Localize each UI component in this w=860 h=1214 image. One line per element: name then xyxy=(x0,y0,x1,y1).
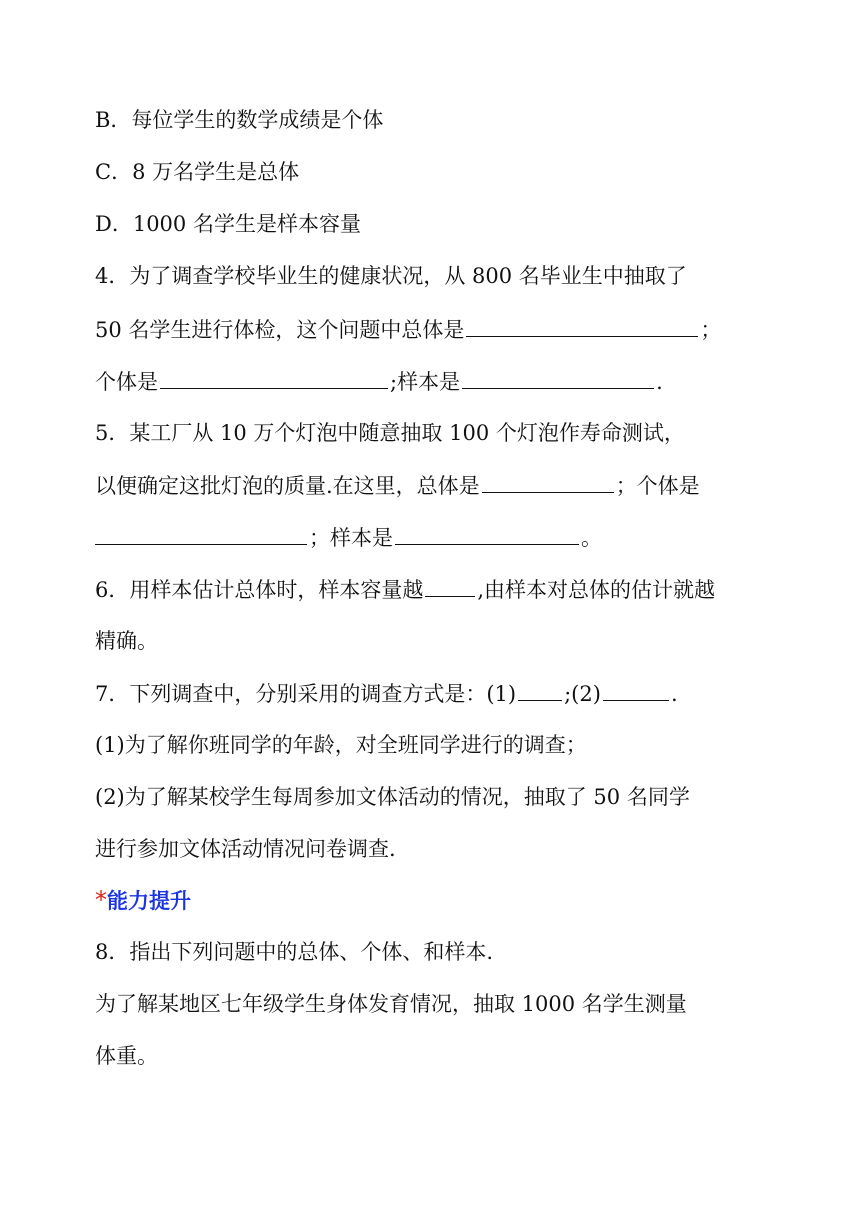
question-5-text-2: 以便确定这批灯泡的质量.在这里，总体是 xyxy=(95,474,480,498)
punctuation: ； xyxy=(700,318,722,342)
answer-blank-population[interactable] xyxy=(482,470,614,493)
question-8-text-2: 为了解某地区七年级学生身体发育情况，抽取 1000 名学生测量 xyxy=(95,992,687,1016)
option-d xyxy=(95,209,361,239)
question-6-text: 6．用样本估计总体时，样本容量越 xyxy=(95,578,424,602)
question-7-text: 7．下列调查中，分别采用的调查方式是：(1) xyxy=(95,682,517,706)
question-6-line-2 xyxy=(95,626,158,656)
question-7-item-2-text-2: 进行参加文体活动情况问卷调查. xyxy=(95,837,396,861)
option-d-text: D．1000 名学生是样本容量 xyxy=(95,212,361,236)
question-7-item-2-cont xyxy=(95,834,396,864)
option-c-text: C．8 万名学生是总体 xyxy=(95,160,300,184)
question-7-item-1 xyxy=(95,730,587,760)
question-7-line-1 xyxy=(95,678,678,709)
question-5-text-3: ；个体是 xyxy=(615,474,700,498)
option-b xyxy=(95,105,383,135)
answer-blank-population[interactable] xyxy=(466,314,698,337)
star-icon: * xyxy=(95,886,107,914)
answer-blank-2[interactable] xyxy=(603,678,669,701)
question-6-line-1 xyxy=(95,574,715,605)
question-5-text-4: ；样本是 xyxy=(309,526,393,550)
answer-blank-individual[interactable] xyxy=(95,522,307,545)
question-7-text-2: ;(2) xyxy=(564,682,601,706)
question-4-text-2: 50 名学生进行体检，这个问题中总体是 xyxy=(95,318,465,342)
section-heading xyxy=(95,885,191,916)
answer-blank-sample[interactable] xyxy=(462,366,654,389)
question-5-line-1 xyxy=(95,418,685,448)
question-5-text: 5．某工厂从 10 万个灯泡中随意抽取 100 个灯泡作寿命测试， xyxy=(95,421,685,445)
question-8-line-2 xyxy=(95,989,687,1019)
option-b-text: B．每位学生的数学成绩是个体 xyxy=(95,108,384,132)
question-4-line-2 xyxy=(95,314,721,345)
question-4-line-1 xyxy=(95,261,687,291)
question-6-text-2: ,由样本对总体的估计就越 xyxy=(477,578,716,602)
question-4-text-3: 个体是 xyxy=(95,370,158,394)
question-6-text-3: 精确。 xyxy=(95,629,158,653)
question-8-text: 8．指出下列问题中的总体、个体、和样本. xyxy=(95,940,494,964)
punctuation: . xyxy=(656,370,663,394)
question-8-line-1 xyxy=(95,937,493,967)
question-8-line-3 xyxy=(95,1041,158,1071)
answer-blank[interactable] xyxy=(425,574,475,597)
question-7-item-1-text: (1)为了解你班同学的年龄，对全班同学进行的调查； xyxy=(95,733,587,757)
question-7-item-2-text: (2)为了解某校学生每周参加文体活动的情况，抽取了 50 名同学 xyxy=(95,785,690,809)
question-4-text-4: ;样本是 xyxy=(390,370,461,394)
question-4-line-3 xyxy=(95,366,663,397)
answer-blank-1[interactable] xyxy=(518,678,562,701)
question-5-line-3 xyxy=(95,522,602,553)
question-7-item-2 xyxy=(95,782,690,812)
question-4-text: 4．为了调查学校毕业生的健康状况，从 800 名毕业生中抽取了 xyxy=(95,264,687,288)
section-title: 能力提升 xyxy=(107,889,191,913)
answer-blank-sample[interactable] xyxy=(395,522,579,545)
answer-blank-individual[interactable] xyxy=(160,366,388,389)
option-c xyxy=(95,157,299,187)
punctuation: . xyxy=(670,682,678,706)
question-5-line-2 xyxy=(95,470,700,501)
punctuation: 。 xyxy=(581,526,602,550)
question-8-text-3: 体重。 xyxy=(95,1044,158,1068)
